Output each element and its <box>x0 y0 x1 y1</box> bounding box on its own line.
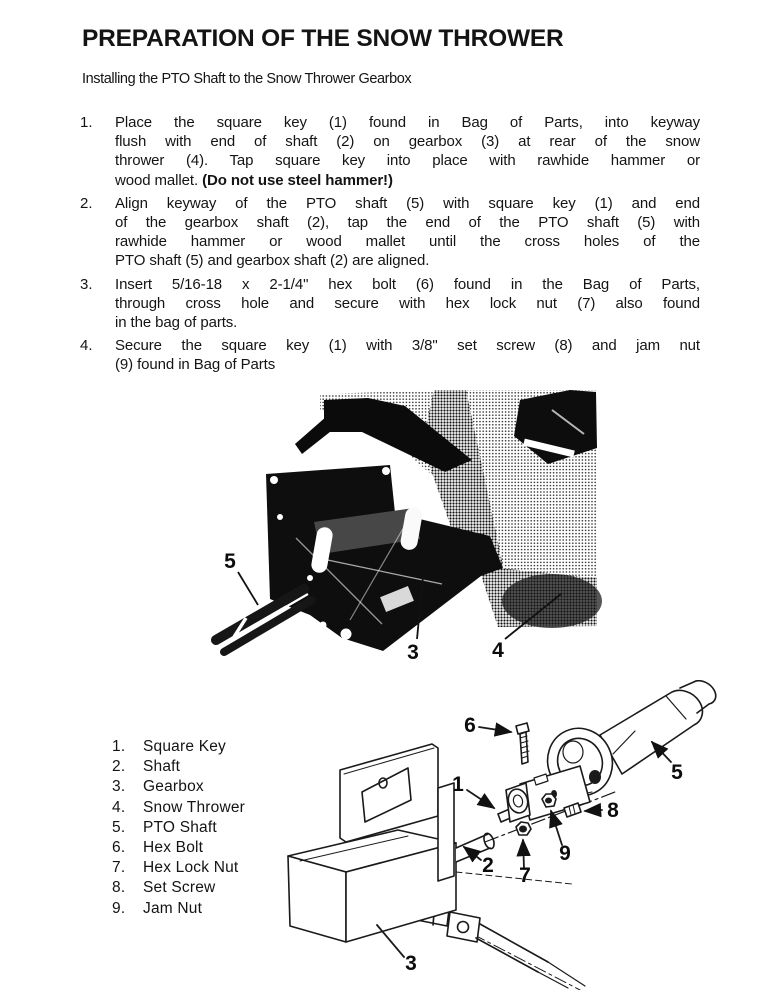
part-name: Square Key <box>143 738 226 755</box>
instruction-step-2 <box>80 194 705 271</box>
step-text <box>115 336 700 374</box>
part-number: 3. <box>112 778 126 796</box>
parts-legend-item <box>112 878 245 898</box>
step-line <box>115 171 700 190</box>
step-number: 3. <box>80 275 93 293</box>
parts-legend <box>112 737 245 919</box>
step-line: (9) found in Bag of Parts <box>115 356 276 374</box>
diagram-callout-square-key: 1 <box>452 773 464 796</box>
part-number: 2. <box>112 758 126 776</box>
step-line: in the bag of parts. <box>115 314 238 332</box>
parts-legend-item <box>112 757 245 777</box>
photo-callout-pto-shaft: 5 <box>224 550 236 573</box>
step-line: Insert 5/16-18 x 2-1/4" hex bolt (6) found in the Bag of Parts, <box>115 275 700 293</box>
installation-photo <box>200 388 610 673</box>
diagram-gearbox-shape <box>288 744 572 942</box>
part-name: PTO Shaft <box>143 818 217 836</box>
parts-legend-item <box>112 737 245 757</box>
part-name: Gearbox <box>143 778 204 796</box>
part-number: 5. <box>112 818 126 836</box>
diagram-hex-lock-nut-shape <box>516 822 531 835</box>
part-number: 7. <box>112 859 126 877</box>
step-line: through cross hole and secure with hex lock nut (7) also found <box>115 294 700 312</box>
instruction-step-4 <box>80 336 705 374</box>
exploded-diagram-image <box>280 680 740 990</box>
exploded-diagram <box>280 680 740 990</box>
step-line: flush with end of shaft (2) on gearbox (3) at rear of the snow <box>115 133 700 151</box>
step-text <box>115 194 700 271</box>
step-line-regular: wood mallet. <box>115 171 203 189</box>
parts-legend-item <box>112 798 245 818</box>
diagram-callout-jam-nut: 9 <box>559 842 571 865</box>
step-line: rawhide hammer or wood mallet until the cross holes of the <box>115 233 700 251</box>
parts-legend-item <box>112 777 245 797</box>
callout-arrow-square-key <box>467 790 494 808</box>
instruction-step-3 <box>80 275 705 333</box>
part-number: 6. <box>112 838 126 856</box>
diagram-callout-gearbox: 3 <box>405 952 417 975</box>
part-number: 4. <box>112 798 126 816</box>
photo-callout-snow-thrower: 4 <box>492 639 504 662</box>
step-line: Place the square key (1) found in Bag of Parts, into keyway <box>115 114 700 131</box>
instruction-step-1 <box>80 113 705 190</box>
step-line: Secure the square key (1) with 3/8" set screw (8) and jam nut <box>115 337 700 355</box>
page-title: PREPARATION OF THE SNOW THROWER <box>82 25 564 52</box>
parts-legend-item <box>112 899 245 919</box>
step-line: thrower (4). Tap square key into place with rawhide hammer or <box>115 152 700 170</box>
diagram-callout-shaft: 2 <box>482 854 494 877</box>
step-number: 2. <box>80 194 93 212</box>
part-number: 1. <box>112 738 126 755</box>
part-name: Shaft <box>143 758 181 776</box>
parts-legend-item <box>112 858 245 878</box>
photo-callout-gearbox: 3 <box>407 641 419 664</box>
step-line: PTO shaft (5) and gearbox shaft (2) are aligned. <box>115 252 430 270</box>
part-name: Hex Lock Nut <box>143 859 239 877</box>
step-text <box>115 275 700 333</box>
diagram-callout-hex-bolt: 6 <box>464 714 476 737</box>
step-number: 4. <box>80 337 93 355</box>
step-number: 1. <box>80 114 93 131</box>
photo-pto-shaft-shape <box>216 589 312 652</box>
installation-photo-image <box>200 388 610 673</box>
diagram-callout-hex-lock-nut: 7 <box>519 864 531 887</box>
part-name: Snow Thrower <box>143 798 246 816</box>
step-text <box>115 113 700 190</box>
diagram-callout-pto-shaft: 5 <box>671 761 683 784</box>
callout-arrow-set-screw <box>585 810 602 811</box>
callout-arrow-jam-nut <box>551 811 562 845</box>
step-line-warning: (Do not use steel hammer!) <box>202 171 393 189</box>
diagram-callout-set-screw: 8 <box>607 799 619 822</box>
diagram-hex-bolt-shape <box>516 723 529 764</box>
callout-arrow-hex-bolt <box>479 727 511 732</box>
part-name: Jam Nut <box>143 899 203 917</box>
parts-legend-item <box>112 838 245 858</box>
section-subtitle: Installing the PTO Shaft to the Snow Thrower Gearbox <box>82 71 412 87</box>
part-number: 9. <box>112 899 126 917</box>
part-number: 8. <box>112 879 126 897</box>
part-name: Hex Bolt <box>143 838 204 856</box>
step-line: Align keyway of the PTO shaft (5) with square key (1) and end <box>115 194 700 212</box>
instruction-list <box>80 113 705 379</box>
callout-leader-pto-shaft <box>238 572 258 605</box>
parts-legend-item <box>112 818 245 838</box>
part-name: Set Screw <box>143 879 216 897</box>
step-line: of the gearbox shaft (2), tap the end of the PTO shaft (5) with <box>115 214 700 232</box>
